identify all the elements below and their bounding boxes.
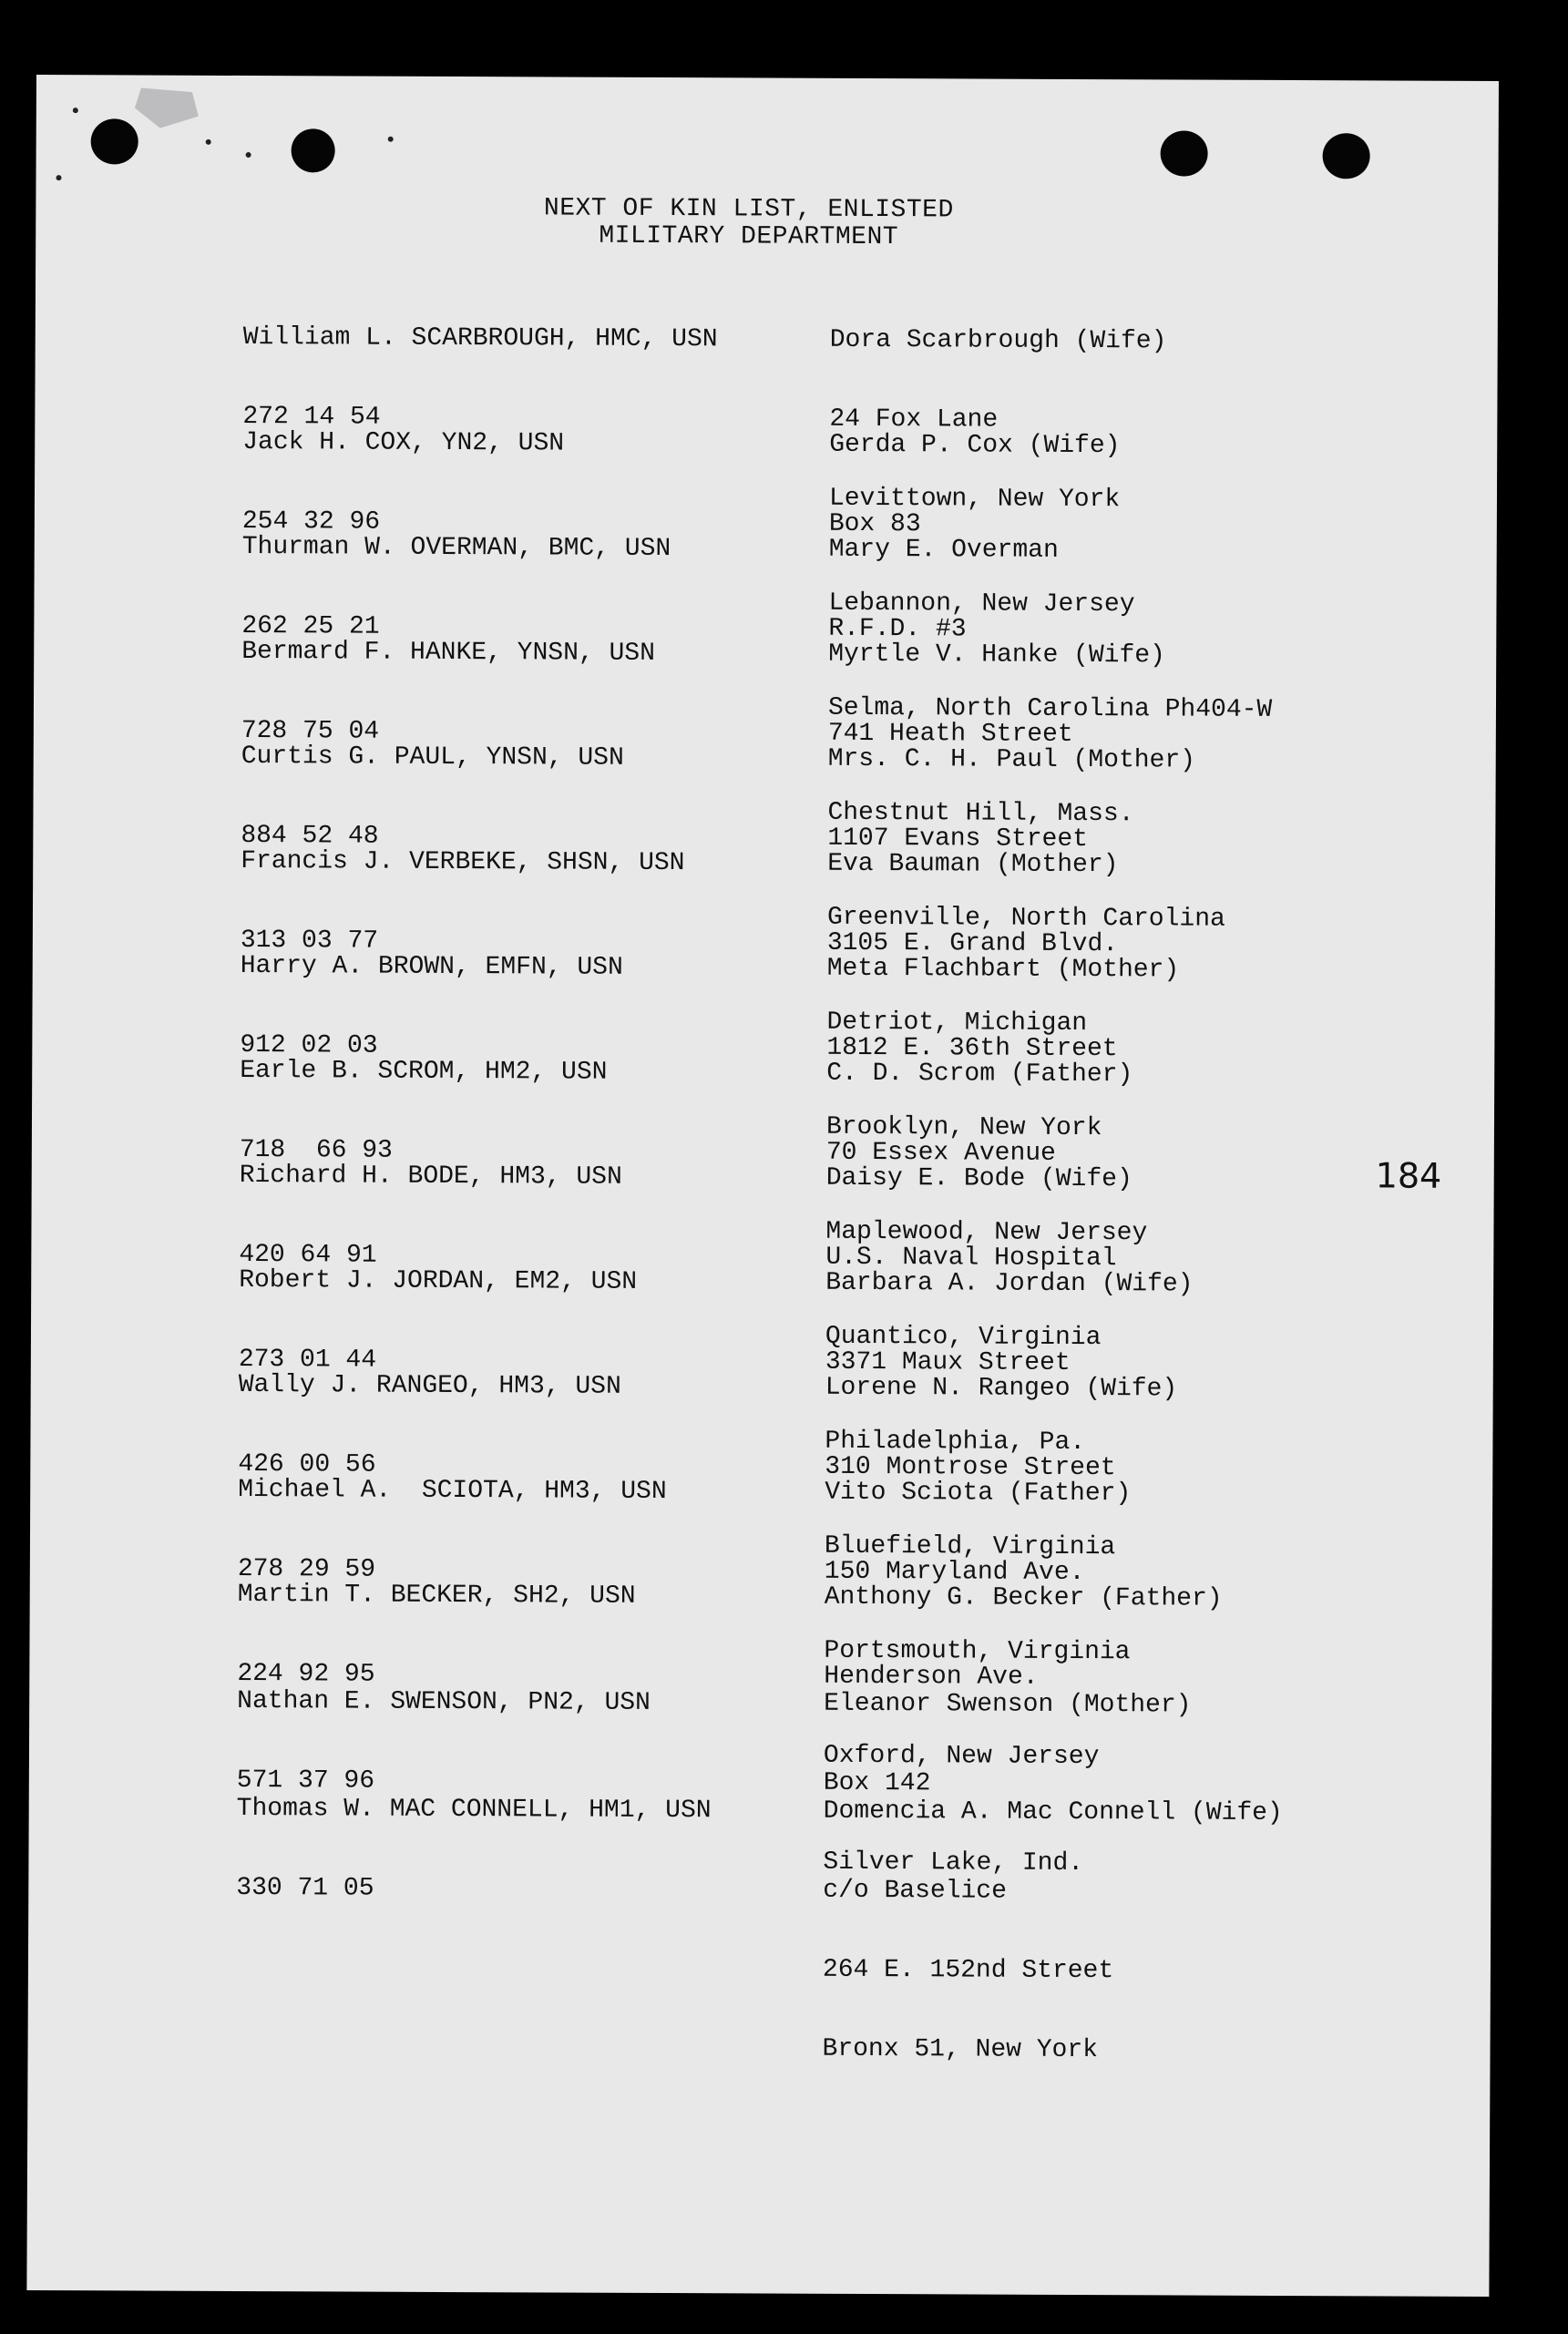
punch-hole [1323,133,1370,179]
speck [388,137,394,142]
kin-address: Box 83 [828,509,921,539]
kin-city: Brooklyn, New York [825,1112,1102,1143]
page-number: 184 [1375,1155,1442,1196]
speck [246,152,251,158]
document-page [26,75,1499,2297]
torn-corner [135,87,199,128]
kin-address: Henderson Ave. [824,1662,1039,1692]
enlisted-name: Harry A. BROWN, EMFN, USN [240,951,623,982]
service-number: 224 92 95 [237,1659,375,1689]
document-header [36,193,1498,254]
kin-address: Box 142 [823,1768,931,1798]
kin-city: Bluefield, Virginia [824,1531,1116,1562]
kin-name: Gerda P. Cox (Wife) [829,430,1121,461]
kin-city: Selma, North Carolina Ph404-W [827,693,1273,724]
kin-name: Vito Sciota (Father) [825,1478,1132,1509]
header-subtitle: MILITARY DEPARTMENT [599,221,899,252]
kin-street: 264 E. 152nd Street [822,1955,1114,1986]
kin-name: Mrs. C. H. Paul (Mother) [827,744,1196,775]
enlisted-name: Jack H. COX, YN2, USN [242,427,565,458]
speck [73,107,78,113]
kin-city: Maplewood, New Jersey [825,1217,1148,1248]
enlisted-name: Richard H. BODE, HM3, USN [239,1161,622,1192]
enlisted-name: Martin T. BECKER, SH2, USN [237,1580,636,1611]
punch-hole [91,118,138,164]
kin-city: Chestnut Hill, Mass. [827,798,1134,829]
enlisted-name: Bermard F. HANKE, YNSN, USN [241,637,655,668]
service-number: 420 64 91 [239,1240,377,1270]
enlisted-name: Earle B. SCROM, HM2, USN [240,1056,608,1087]
enlisted-name: Curtis G. PAUL, YNSN, USN [241,742,624,773]
service-number: 262 25 21 [241,611,380,641]
kin-address: 70 Essex Avenue [825,1138,1056,1168]
kin-address: 741 Heath Street [827,719,1073,749]
kin-city: Silver Lake, Ind. [823,1848,1084,1878]
enlisted-name: Michael A. SCIOTA, HM3, USN [238,1475,667,1507]
kin-address: 1107 Evans Street [827,824,1089,855]
enlisted-name: Thomas W. MAC CONNELL, HM1, USN [236,1794,712,1826]
kin-city: Detriot, Michigan [826,1008,1088,1039]
kin-city: Levittown, New York [828,484,1121,515]
kin-city: Lebannon, New Jersey [828,589,1135,619]
kin-name: Lorene N. Rangeo (Wife) [825,1373,1178,1404]
service-number: 718 66 93 [239,1135,393,1165]
kin-address: R.F.D. #3 [828,614,967,644]
service-number: 426 00 56 [238,1449,376,1479]
service-number: 912 02 03 [240,1030,378,1060]
punch-hole [292,128,335,172]
speck [56,175,61,180]
enlisted-name: Robert J. JORDAN, EM2, USN [239,1265,638,1296]
service-number: 728 75 04 [241,716,380,746]
kin-city: Portsmouth, Virginia [824,1636,1131,1667]
kin-name: Barbara A. Jordan (Wife) [825,1268,1194,1299]
speck [206,139,211,145]
kin-address: U.S. Naval Hospital [825,1243,1117,1274]
kin-address: 3105 E. Grand Blvd. [826,928,1119,959]
enlisted-name: Thurman W. OVERMAN, BMC, USN [241,532,671,564]
service-number: 884 52 48 [241,821,379,851]
kin-address: c/o Baselice [823,1876,1008,1906]
enlisted-name: Wally J. RANGEO, HM3, USN [238,1370,621,1401]
punch-hole [1161,130,1208,176]
kin-address: 310 Montrose Street [825,1452,1116,1483]
kin-name: Daisy E. Bode (Wife) [825,1163,1132,1194]
kin-city: Oxford, New Jersey [823,1741,1100,1772]
kin-name: Eva Bauman (Mother) [827,849,1119,880]
kin-name: C. D. Scrom (Father) [826,1059,1133,1090]
service-number: 571 37 96 [236,1766,375,1796]
kin-name: Anthony G. Becker (Father) [824,1582,1223,1613]
service-number: 313 03 77 [240,926,379,956]
kin-name: Eleanor Swenson (Mother) [824,1689,1192,1720]
kin-address: 150 Maryland Ave. [824,1557,1085,1588]
service-number: 330 71 05 [236,1873,374,1903]
kin-address: 3371 Maux Street [825,1347,1071,1377]
kin-name: Meta Flachbart (Mother) [826,954,1180,985]
kin-name: Domencia A. Mac Connell (Wife) [823,1797,1283,1827]
kin-address: 1812 E. 36th Street [826,1033,1118,1064]
kin-name: Dora Scarbrough (Wife) [829,325,1167,356]
kin-address: 24 Fox Lane [829,404,999,435]
service-number: 278 29 59 [237,1554,376,1584]
kin-name: Mary E. Overman [828,535,1059,565]
kin-city: Greenville, North Carolina [826,903,1225,934]
enlisted-name: William L. SCARBROUGH, HMC, USN [242,322,718,354]
kin-name: Myrtle V. Hanke (Wife) [828,640,1165,671]
kin-city: Bronx 51, New York [822,2034,1099,2065]
service-number: 273 01 44 [238,1345,377,1375]
enlisted-name: Francis J. VERBEKE, SHSN, USN [241,846,685,878]
kin-city: Quantico, Virginia [825,1322,1102,1353]
enlisted-name: Nathan E. SWENSON, PN2, USN [237,1686,651,1717]
header-title: NEXT OF KIN LIST, ENLISTED [543,194,954,225]
service-number: 254 32 96 [241,507,381,537]
service-number: 272 14 54 [242,402,381,432]
kin-city: Philadelphia, Pa. [825,1427,1086,1458]
